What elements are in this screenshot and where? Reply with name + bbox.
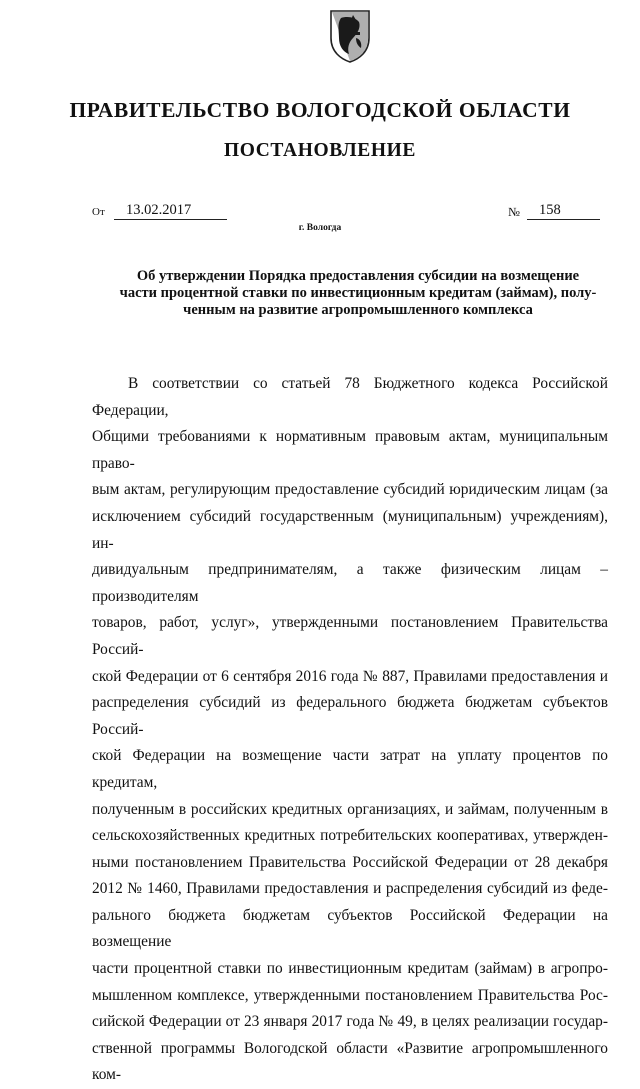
subject-line: ченным на развитие агропромышленного комплекса [183,302,533,318]
body-line: 2012 № 1460, Правилами предоставления и распределения субсидий из феде- [92,880,608,898]
body-line: ными постановлением Правительства Российской Федерации от 28 декабря [92,853,608,871]
body-line: исключением субсидий государственным (муниципальным) учреждениям), ин- [92,507,608,552]
document-date: 13.02.2017 [114,202,227,220]
body-line: сийской Федерации от 23 января 2017 года № 49, в целях реализации государ- [92,1013,608,1031]
body-line: мышленном комплексе, утвержденными постановлением Правительства Рос- [92,986,608,1004]
document-type: ПОСТАНОВЛЕНИЕ [223,140,417,161]
body-line: ской Федерации от 6 сентября 2016 года № 887, Правилами предоставления и [92,667,608,685]
body-line: ственной программы Вологодской области «Развитие агропромышленного ком- [92,1039,608,1084]
body-paragraph [92,371,608,1089]
document-number: 158 [527,202,600,220]
body-line: В соответствии со статьей 78 Бюджетного кодекса Российской Федерации, [92,375,608,419]
government-title: ПРАВИТЕЛЬСТВО ВОЛОГОДСКОЙ ОБЛАСТИ [69,98,571,122]
body-line: Общими требованиями к нормативным правовым актам, муниципальным право- [92,428,608,472]
number-label: № [508,205,520,219]
body-line: сельскохозяйственных кредитных потребительских кооперативах, утвержден- [92,827,608,845]
date-label: От [92,206,105,218]
body-line: полученным в российских кредитных организациях, и займам, полученным в [92,800,608,818]
date-number-row [0,202,640,224]
document-subject [108,268,608,319]
body-line: распределения субсидий из федерального бюджета бюджетам субъектов Россий- [92,694,608,738]
body-line: товаров, работ, услуг», утвержденными постановлением Правительства Россий- [92,614,608,658]
body-line: вым актам, регулирующим предоставление субсидий юридическим лицам (за [92,481,608,499]
subject-line: Об утверждении Порядка предоставления субсидии на возмещение [136,268,580,284]
body-line: части процентной ставки по инвестиционным кредитам (займам) в агропро- [92,960,608,978]
body-line: рального бюджета бюджетам субъектов Российской Федерации на возмещение [92,906,608,951]
city-label: г. Вологда [298,223,342,233]
subject-line: части процентной ставки по инвестиционным кредитам (займам), полу- [119,285,597,301]
body-line: дивидуальным предпринимателям, а также физическим лицам – производителям [92,561,608,605]
vologda-coat-of-arms-icon [327,8,373,64]
body-line: ской Федерации на возмещение части затрат на уплату процентов по кредитам, [92,747,608,791]
